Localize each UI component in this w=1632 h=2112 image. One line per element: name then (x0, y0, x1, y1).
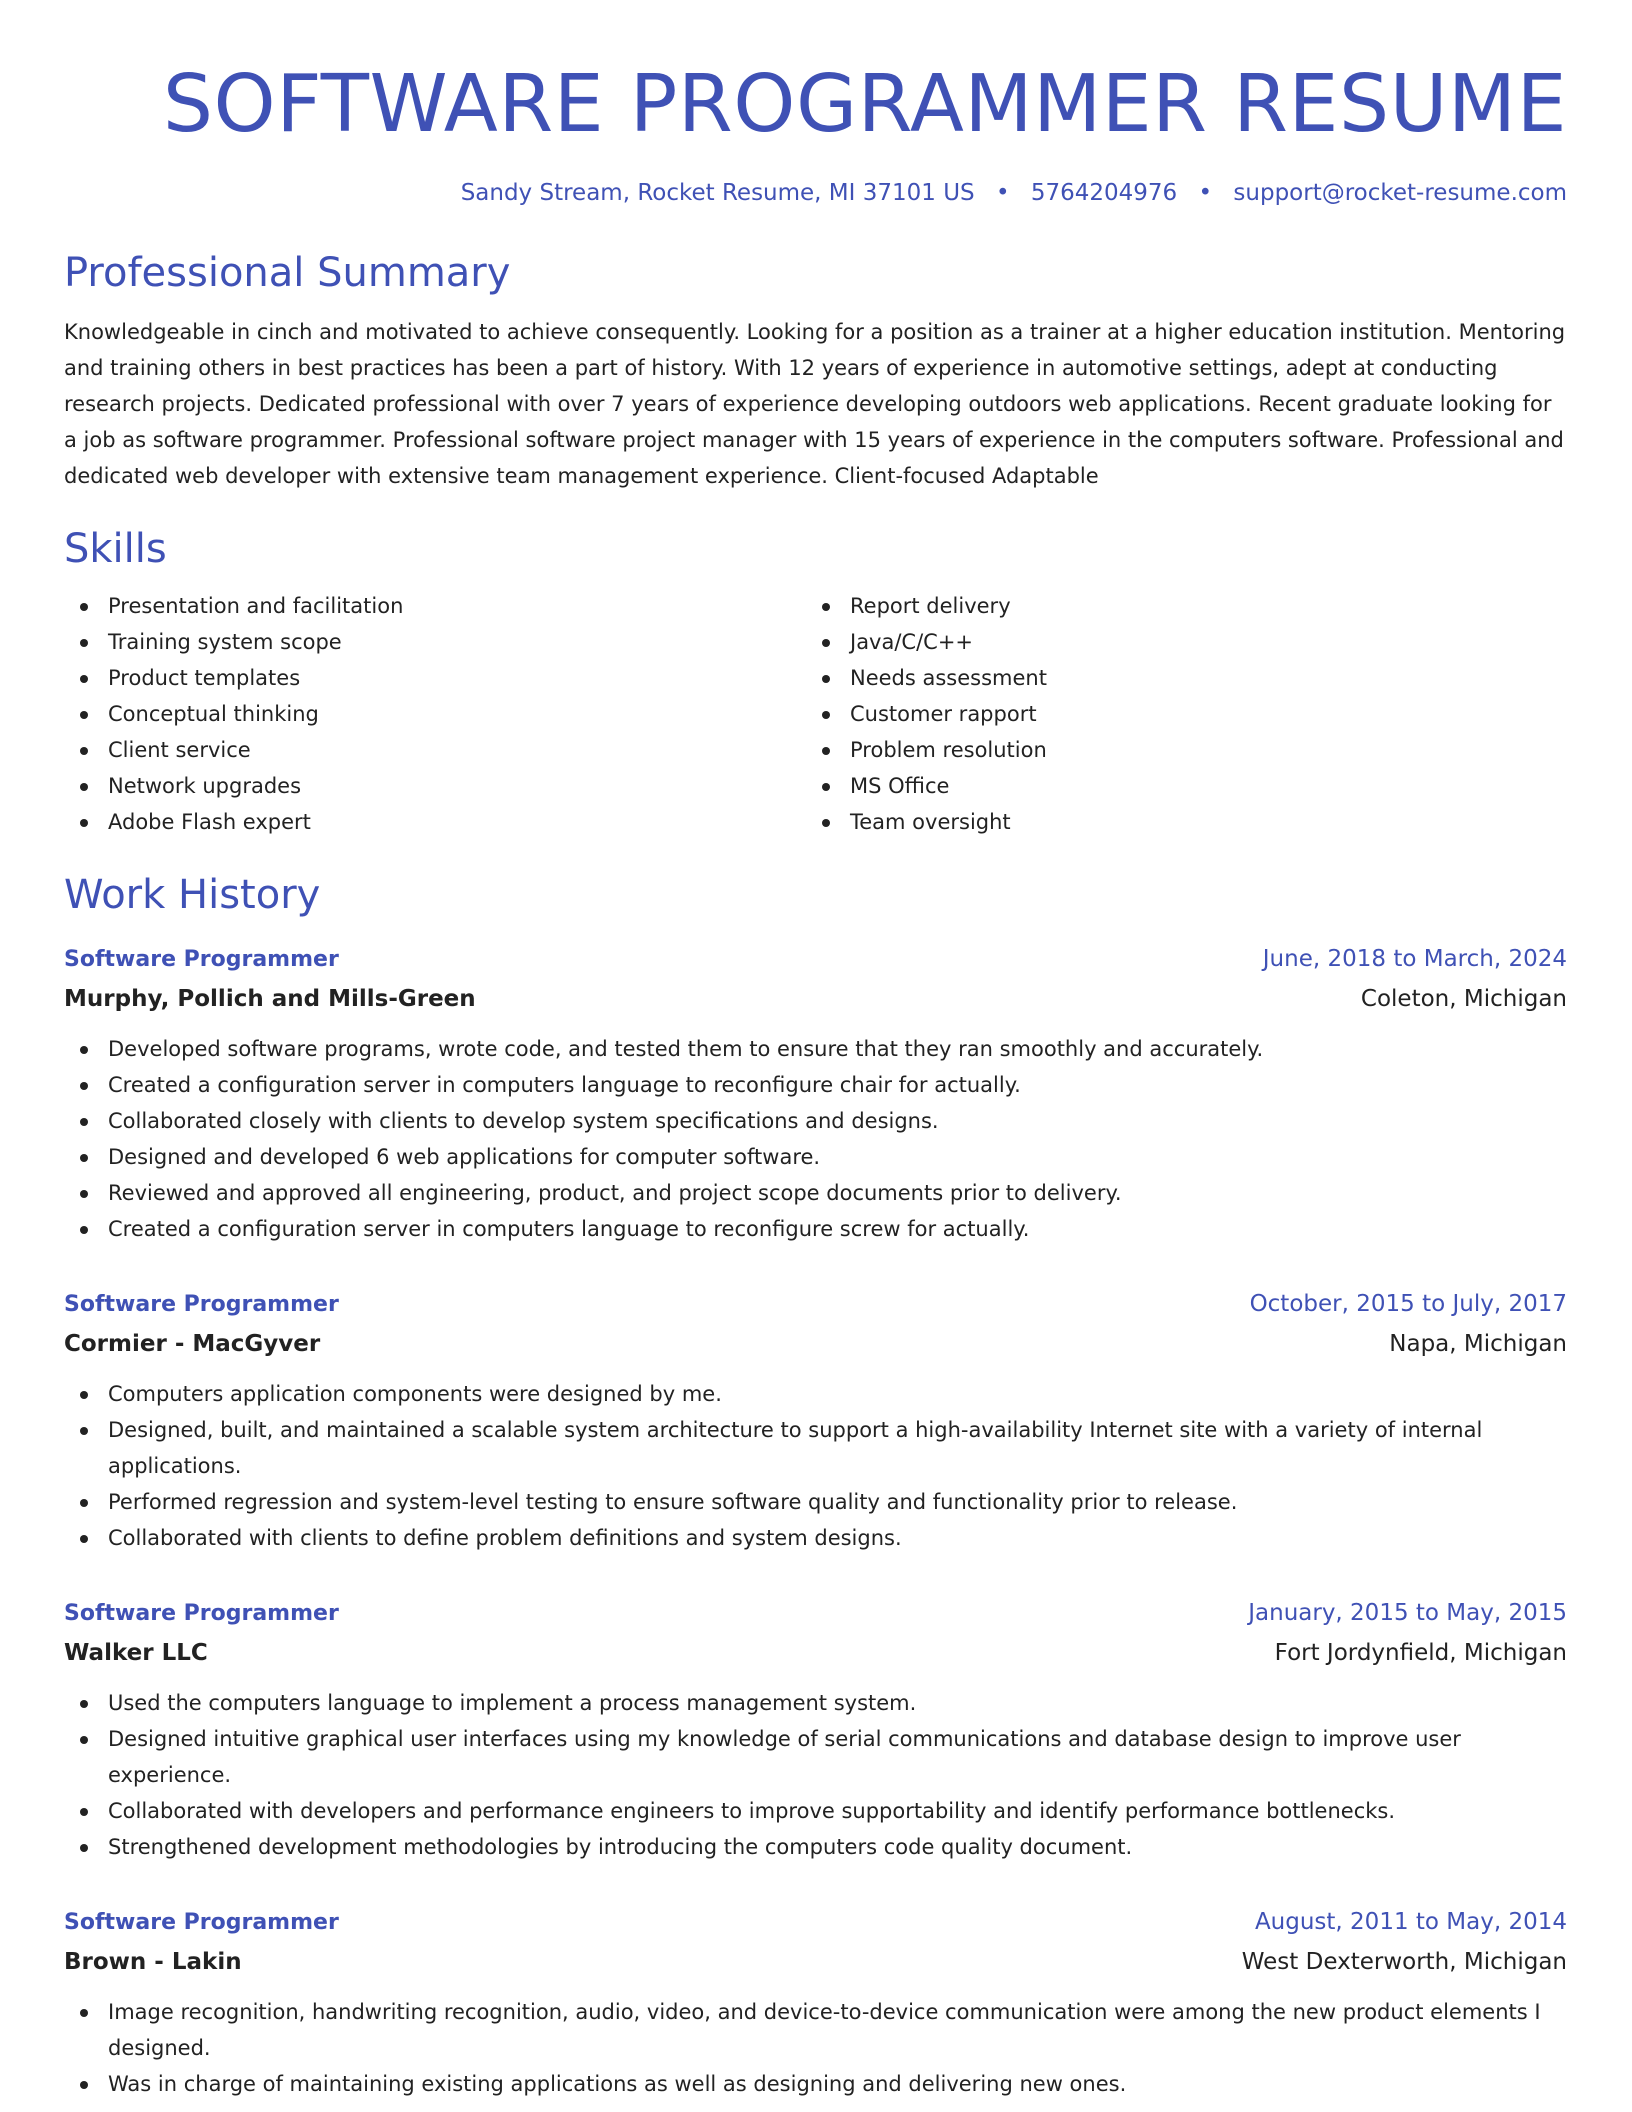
job-company: Cormier - MacGyver (64, 1331, 321, 1357)
job-employer-row (64, 1942, 1567, 1982)
job-dates: June, 2018 to March, 2024 (1262, 946, 1567, 972)
job-bullet: Computers application components were designed by me. (64, 1376, 1567, 1412)
job-dates: January, 2015 to May, 2015 (1248, 1600, 1567, 1626)
summary-heading: Professional Summary (64, 250, 511, 296)
job-entry (64, 940, 1567, 1247)
job-entry (64, 1594, 1567, 1865)
job-title: Software Programmer (64, 1601, 339, 1626)
job-bullet: Created a configuration server in computers language to reconfigure chair for actually. (64, 1067, 1567, 1103)
skill-item: Needs assessment (806, 660, 1548, 696)
job-bullet: Designed intuitive graphical user interfaces using my knowledge of serial communications and database design to improve user experience. (64, 1721, 1567, 1793)
skill-item: Team oversight (806, 804, 1548, 840)
job-title: Software Programmer (64, 1292, 339, 1317)
resume-page (64, 0, 1567, 2102)
job-bullet: Collaborated closely with clients to develop system specifications and designs. (64, 1103, 1567, 1139)
job-entry (64, 1903, 1567, 2102)
skill-item: Java/C/C++ (806, 624, 1548, 660)
skill-item: Presentation and facilitation (64, 588, 806, 624)
resume-title: SOFTWARE PROGRAMMER RESUME (162, 58, 1567, 150)
skills-list (64, 588, 1567, 840)
job-location: Coleton, Michigan (1360, 986, 1567, 1012)
contact-phone: 5764204976 (1030, 180, 1178, 206)
summary-text: Knowledgeable in cinch and motivated to achieve consequently. Looking for a position as a trainer at a higher education institution. Mentoring and training others in best practices has been a part of history. With 12 years of experience in automotive settings, adept at conducting research projects. Dedicated professional with over 7 years of experience developing outdoors web applications. Recent graduate looking for a job as software programmer. Professional software project manager with 15 years of experience in the computers software. Professional and dedicated web developer with extensive team management experience. Client-focused Adaptable (64, 320, 1566, 488)
job-bullets (64, 1031, 1567, 1247)
job-bullet: Was in charge of maintaining existing applications as well as designing and delivering new ones. (64, 2066, 1567, 2102)
contact-address: Sandy Stream, Rocket Resume, MI 37101 US (460, 180, 975, 206)
job-company: Walker LLC (64, 1640, 208, 1666)
job-bullet: Developed software programs, wrote code, and tested them to ensure that they ran smoothly and accurately. (64, 1031, 1567, 1067)
job-header-row (64, 1594, 1567, 1633)
job-employer-row (64, 1633, 1567, 1673)
job-bullets (64, 1994, 1567, 2102)
job-location: West Dexterworth, Michigan (1241, 1949, 1567, 1975)
job-company: Brown - Lakin (64, 1949, 242, 1975)
skills-column-left (64, 588, 806, 840)
job-bullet: Reviewed and approved all engineering, product, and project scope documents prior to delivery. (64, 1175, 1567, 1211)
job-bullets (64, 1376, 1567, 1556)
job-bullet: Designed, built, and maintained a scalable system architecture to support a high-availability Internet site with a variety of internal applications. (64, 1412, 1567, 1484)
skills-column-right (806, 588, 1548, 840)
skill-item: Report delivery (806, 588, 1548, 624)
skill-item: Client service (64, 732, 806, 768)
job-employer-row (64, 1324, 1567, 1364)
job-bullet: Performed regression and system-level testing to ensure software quality and functionality prior to release. (64, 1484, 1567, 1520)
job-bullet: Image recognition, handwriting recognition, audio, video, and device-to-device communication were among the new product elements I designed. (64, 1994, 1567, 2066)
contact-line (64, 178, 1567, 208)
job-bullet: Used the computers language to implement a process management system. (64, 1685, 1567, 1721)
job-bullet: Collaborated with clients to define problem definitions and system designs. (64, 1520, 1567, 1556)
skill-item: Product templates (64, 660, 806, 696)
job-bullet: Collaborated with developers and performance engineers to improve supportability and identify performance bottlenecks. (64, 1793, 1567, 1829)
skills-heading: Skills (64, 526, 167, 572)
work-history-heading: Work History (64, 872, 321, 918)
skill-item: Conceptual thinking (64, 696, 806, 732)
contact-email: support@rocket-resume.com (1233, 180, 1567, 206)
skill-item: MS Office (806, 768, 1548, 804)
job-location: Fort Jordynfield, Michigan (1274, 1640, 1567, 1666)
job-dates: October, 2015 to July, 2017 (1249, 1291, 1567, 1317)
job-employer-row (64, 979, 1567, 1019)
skill-item: Network upgrades (64, 768, 806, 804)
skill-item: Customer rapport (806, 696, 1548, 732)
job-dates: August, 2011 to May, 2014 (1254, 1909, 1567, 1935)
job-bullet: Created a configuration server in computers language to reconfigure screw for actually. (64, 1211, 1567, 1247)
job-location: Napa, Michigan (1389, 1331, 1567, 1357)
job-bullet: Designed and developed 6 web applications for computer software. (64, 1139, 1567, 1175)
job-header-row (64, 940, 1567, 979)
job-header-row (64, 1285, 1567, 1324)
job-bullets (64, 1685, 1567, 1865)
skill-item: Problem resolution (806, 732, 1548, 768)
job-bullet: Strengthened development methodologies by introducing the computers code quality document. (64, 1829, 1567, 1865)
contact-separator: • (1198, 180, 1213, 206)
job-title: Software Programmer (64, 1910, 339, 1935)
skill-item: Adobe Flash expert (64, 804, 806, 840)
job-entry (64, 1285, 1567, 1556)
job-title: Software Programmer (64, 947, 339, 972)
job-company: Murphy, Pollich and Mills-Green (64, 986, 476, 1012)
contact-separator: • (995, 180, 1010, 206)
skill-item: Training system scope (64, 624, 806, 660)
job-header-row (64, 1903, 1567, 1942)
